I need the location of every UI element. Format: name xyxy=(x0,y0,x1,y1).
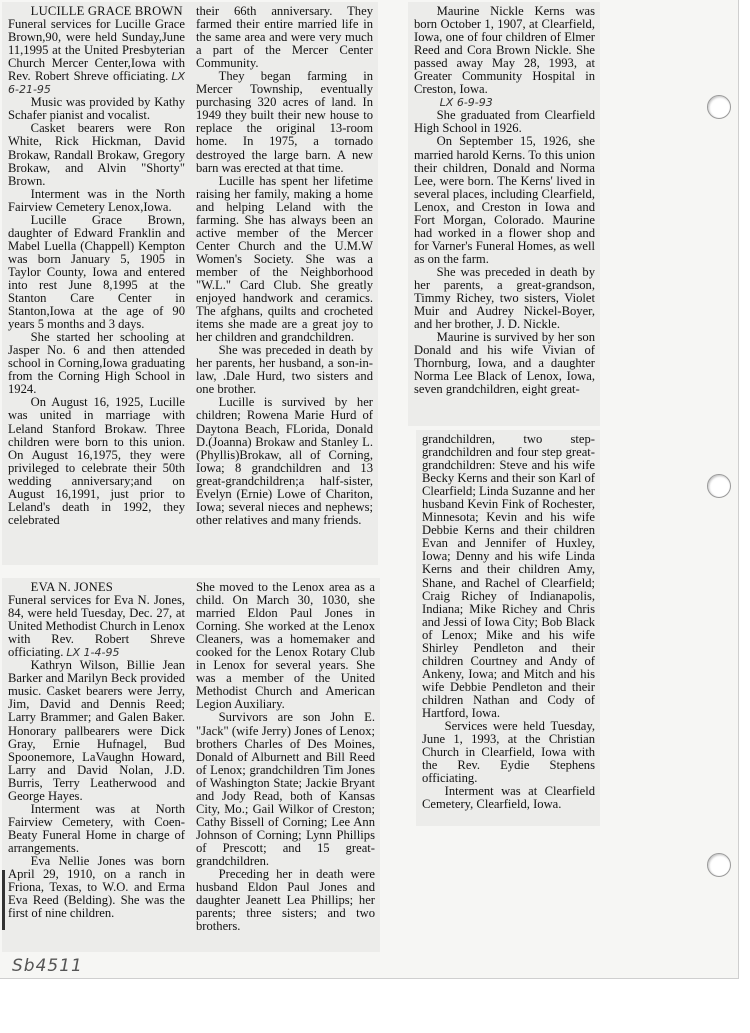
paragraph: Interment was at North Fairview Cemetery, with Coen-Beaty Funeral Home in charge of arrangements. xyxy=(8,801,185,855)
obituary-maurine-col1 xyxy=(408,2,600,426)
margin-mark xyxy=(2,870,5,930)
paragraph: Funeral services for Eva N. Jones, 84, were held Tuesday, Dec. 27, at United Methodist Church in Lenox with Rev. Robert Shreve officiating. xyxy=(8,593,185,660)
handwritten-date: LX 1-4-95 xyxy=(66,646,120,660)
paragraph: Interment was in the North Fairview Cemetery Lenox,Iowa. xyxy=(8,186,185,214)
paragraph: Preceding her in death were husband Eldon Paul Jones and daughter Jeanett Lea Phillips; her parents; three sisters; and two brothers. xyxy=(196,867,375,934)
obituary-lucille-col1 xyxy=(2,2,190,565)
paragraph: Survivors are son John E. "Jack" (wife Jerry) Jones of Lenox; brothers Charles of Des Moines, Donald of Alburnett and Bill Reed of Lenox; grandchildren Tim Jones of Washington State; Jackie Bryant and Jody Read, both of Kansas City, Mo.; Gail Wilkor of Creston; Cathy Bissell of Corning; Lee Ann Johnson of Corning; Lynn Phillips of Prescott; and 15 great-grandchildren. xyxy=(196,710,375,868)
paragraph: Funeral services for Lucille Grace Brown,90, were held Sunday,June 11,1995 at the United Presbyterian Church Mercer Center,Iowa with Rev. Robert Shreve officiating. xyxy=(8,17,185,84)
paragraph: Lucille is survived by her children; Rowena Marie Hurd of Daytona Beach, FLorida, Donald D.(Joanna) Brokaw and Stanley L. (Phyllis)Brokaw, all of Corning, Iowa; 8 grandchildren and 13 great-grandchildren;a half-sister, Evelyn (Ernie) Lowe of Chariton, Iowa; several nieces and nephews; other relatives and many friends. xyxy=(196,395,373,527)
paragraph: She moved to the Lenox area as a child. On March 30, 1030, she married Eldon Paul Jones in Corning. She worked at the Lenox Cleaners, was a homemaker and cooked for the Lenox Rotary Club in Lenox for several years. She was a member of the United Methodist Church and American Legion Auxiliary. xyxy=(196,580,375,712)
paragraph: Maurine is survived by her son Donald and his wife Vivian of Thornburg, Iowa, and a daughter Norma Lee Black of Lenox, Iowa, seven grandchildren, eight great- xyxy=(414,330,595,397)
paragraph: They began farming in Mercer Township, eventually purchasing 320 acres of land. In 1949 they built their new house to replace the original 13-room home. In 1975, a tornado destroyed the large barn. A new barn was erected at that time. xyxy=(196,69,373,175)
paragraph: Interment was at Clearfield Cemetery, Clearfield, Iowa. xyxy=(422,784,595,812)
paragraph: She was preceded in death by her parents, her husband, a son-in-law, .Dale Hurd, two sisters and one brother. xyxy=(196,343,373,397)
paragraph: Music was provided by Kathy Schafer pianist and vocalist. xyxy=(8,95,185,123)
paragraph: Lucille Grace Brown, daughter of Edward Franklin and Mabel Luella (Chappell) Kempton was born January 5, 1905 in Taylor County, Iowa and entered into rest June 8,1995 at the Stanton Care Center in Stanton,Iowa at the age of 90 years 5 months and 3 days. xyxy=(8,212,185,332)
obituary-eva-col1 xyxy=(2,578,190,952)
paragraph: Maurine Nickle Kerns was born October 1, 1907, at Clearfield, Iowa, one of four children of Elmer Reed and Cora Brown Nickle. She passed away May 28, 1993, at Greater Community Hospital in Creston, Iowa. xyxy=(414,4,595,97)
paragraph: On September 15, 1926, she married harold Kerns. To this union their children, Donald and Norma Lee, were born. The Kerns' lived in several places, including Clearfield, Lenox, and Creston in Iowa and Fort Morgan, Colorado. Maurine had worked in a flower shop and for Varner's Funeral Homes, as well as on the farm. xyxy=(414,134,595,266)
punch-hole xyxy=(707,474,731,498)
paragraph: grandchildren, two step-grandchildren and four step great-grandchildren: Steve and his wife Becky Kerns and their son Karl of Clearfield; Linda Suzanne and her husband Kevin Fink of Rochester, Minnesota; Kevin and his wife Debbie Kerns and their children Evan and Jennifer of Huxley, Iowa; Denny and his wife Linda Kerns and their children Amy, Shane, and Rachel of Clearfield; Craig Richey of Indianapolis, Indiana; Mike Richey and Chris and Jessi of Iowa City; Bob Black of Lenox; Mike and his wife Shirley Pendleton and their children Courtney and Andy of Ankeny, Iowa; and Mitch and his wife Debbie Pendleton and their children Nathan and Cody of Hartford, Iowa. xyxy=(422,432,595,720)
paragraph: their 66th anniversary. They farmed their entire married life in the same area and were very much a part of the Mercer Center Community. xyxy=(196,4,373,71)
paragraph: Casket bearers were Ron White, Rick Hickman, David Brokaw, Randall Brokaw, Gregory Brokaw, and Alvin "Shorty" Brown. xyxy=(8,121,185,188)
paragraph: On August 16, 1925, Lucille was united in marriage with Leland Stanford Brokaw. Three children were born to this union. On August 16,1975, they were privileged to celebrate their 50th wedding anniversary;and on August 16,1991, just prior to Leland's death in 1992, they celebrated xyxy=(8,395,185,527)
paragraph: Lucille has spent her lifetime raising her family, making a home and helping Leland with the farming. She has always been an active member of the Mercer Center Church and the U.M.W Women's Society. She was a member of the Neighborhood "W.L." Card Club. She greatly enjoyed handwork and ceramics. The afghans, quilts and crocheted items she made are a great joy to her children and grandchildren. xyxy=(196,173,373,345)
obituary-eva-col2 xyxy=(190,578,380,952)
handwritten-date: LX 6-9-93 xyxy=(439,96,493,110)
paragraph: She started her schooling at Jasper No. 6 and then attended school in Corning,Iowa graduating from the Corning High School in 1924. xyxy=(8,330,185,397)
paragraph: Kathryn Wilson, Billie Jean Barker and Marilyn Beck provided music. Casket bearers were Jerry, Jim, David and Dennis Reed; Larry Brammer; and Galen Baker. Honorary pallbearers were Dick Gray, Ernie Hufnagel, Bud Spoonemore, LaVaughn Howard, Larry and David Nolan, J.D. Burris, Terry Leatherwood and George Hayes. xyxy=(8,658,185,803)
obituary-maurine-col2 xyxy=(416,430,600,826)
paragraph: She was preceded in death by her parents, a great-grandson, Timmy Richey, two sisters, Violet Muir and Audrey Nickel-Boyer, and her brother, J. D. Nickle. xyxy=(414,264,595,332)
paragraph: Eva Nellie Jones was born April 29, 1910, on a ranch in Friona, Texas, to W.O. and Erma Eva Reed (Belding). She was the first of nine children. xyxy=(8,853,185,921)
obituary-lucille-col2 xyxy=(190,2,378,565)
paragraph: Services were held Tuesday, June 1, 1993, at the Christian Church in Clearfield, Iowa with the Rev. Eydie Stephens officiating. xyxy=(422,719,595,786)
handwritten-date: LX 6-21-95 xyxy=(8,70,185,97)
obituary-title: EVA N. JONES xyxy=(30,580,113,594)
punch-hole xyxy=(707,853,731,877)
obituary-title: LUCILLE GRACE BROWN xyxy=(30,4,183,18)
paragraph: She graduated from Clearfield High School in 1926. xyxy=(414,108,595,136)
catalog-number: Sb4511 xyxy=(12,956,83,976)
punch-hole xyxy=(707,95,731,119)
